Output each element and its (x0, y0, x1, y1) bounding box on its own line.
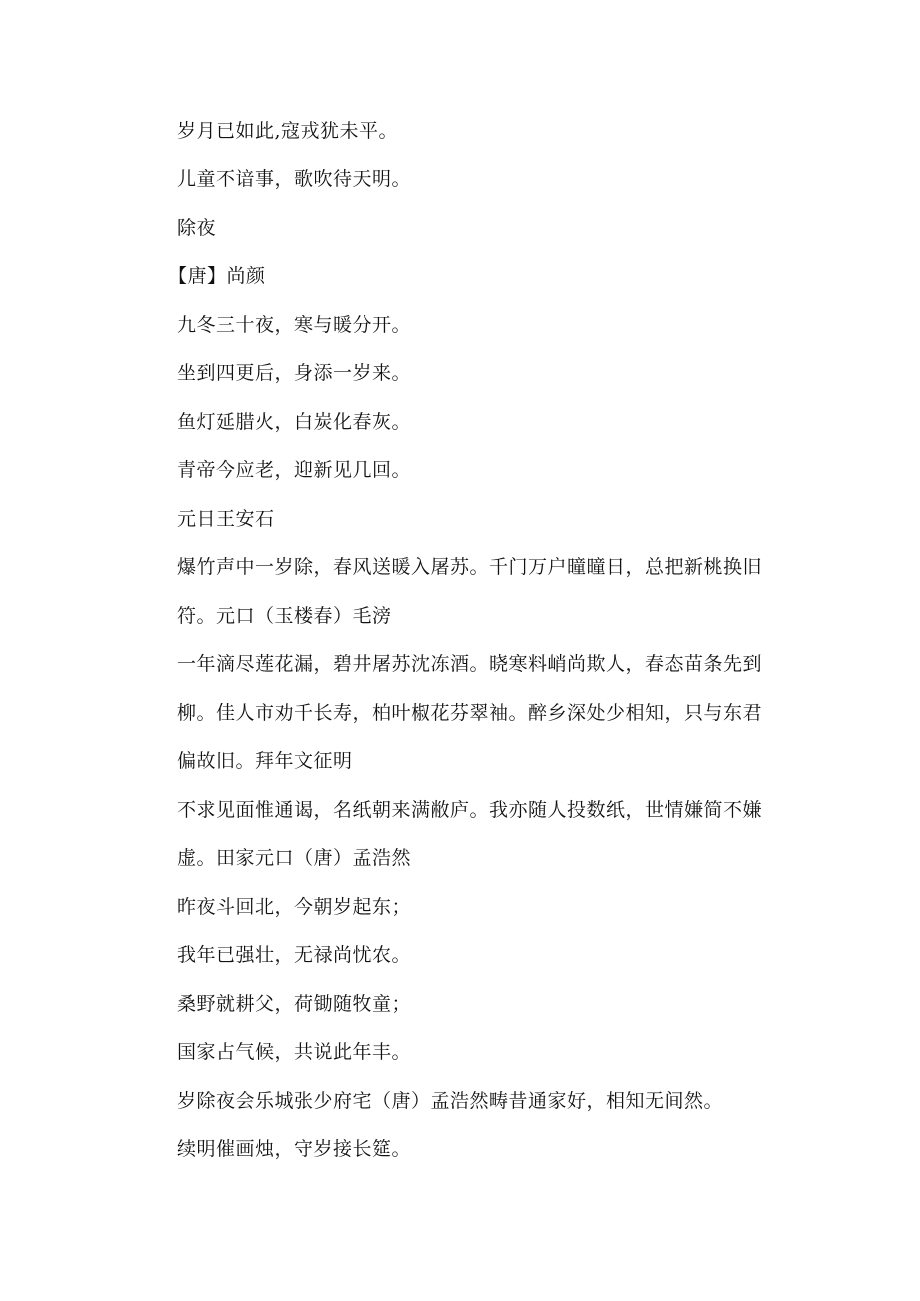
text-line: 儿童不谙事，歌吹待天明。 (177, 168, 412, 190)
text-line: 柳。佳人市劝千长寿，柏叶椒花芬翠袖。醉乡深处少相知，只与东君 (177, 702, 763, 724)
text-line: 岁除夜会乐城张少府宅（唐）孟浩然畴昔通家好，相知无间然。 (177, 1090, 724, 1112)
text-line: 续明催画烛，守岁接长筵。 (177, 1138, 412, 1160)
text-line: 桑野就耕父，荷锄随牧童； (177, 993, 412, 1015)
text-line: 坐到四更后，身添一岁来。 (177, 362, 412, 384)
text-line: 国家占气候，共说此年丰。 (177, 1041, 412, 1063)
text-line: 我年已强壮，无禄尚忧农。 (177, 944, 412, 966)
text-line: 青帝今应老，迎新见几回。 (177, 459, 412, 481)
text-line: 虚。田家元口（唐）孟浩然 (177, 847, 412, 869)
text-line: 偏故旧。拜年文征明 (177, 750, 353, 772)
text-line: 一年滴尽莲花漏，碧井屠苏沈冻酒。晓寒料峭尚欺人，春态苗条先到 (177, 653, 763, 675)
section-heading: 除夜 (177, 217, 217, 239)
author-line: 【唐】尚颜 (168, 265, 266, 287)
text-line: 九冬三十夜，寒与暖分开。 (177, 314, 412, 336)
text-line: 鱼灯延腊火，白炭化春灰。 (177, 411, 412, 433)
text-line: 符。元口（玉楼春）毛滂 (177, 605, 392, 627)
text-line: 昨夜斗回北，今朝岁起东； (177, 896, 412, 918)
section-heading: 元日王安石 (177, 508, 275, 530)
text-line: 不求见面惟通谒，名纸朝来满敝庐。我亦随人投数纸，世情嫌简不嫌 (177, 799, 763, 821)
text-line: 爆竹声中一岁除，春风送暖入屠苏。千门万户曈曈日，总把新桃换旧 (177, 556, 763, 578)
text-line: 岁月已如此,寇戎犹未平。 (177, 120, 399, 142)
